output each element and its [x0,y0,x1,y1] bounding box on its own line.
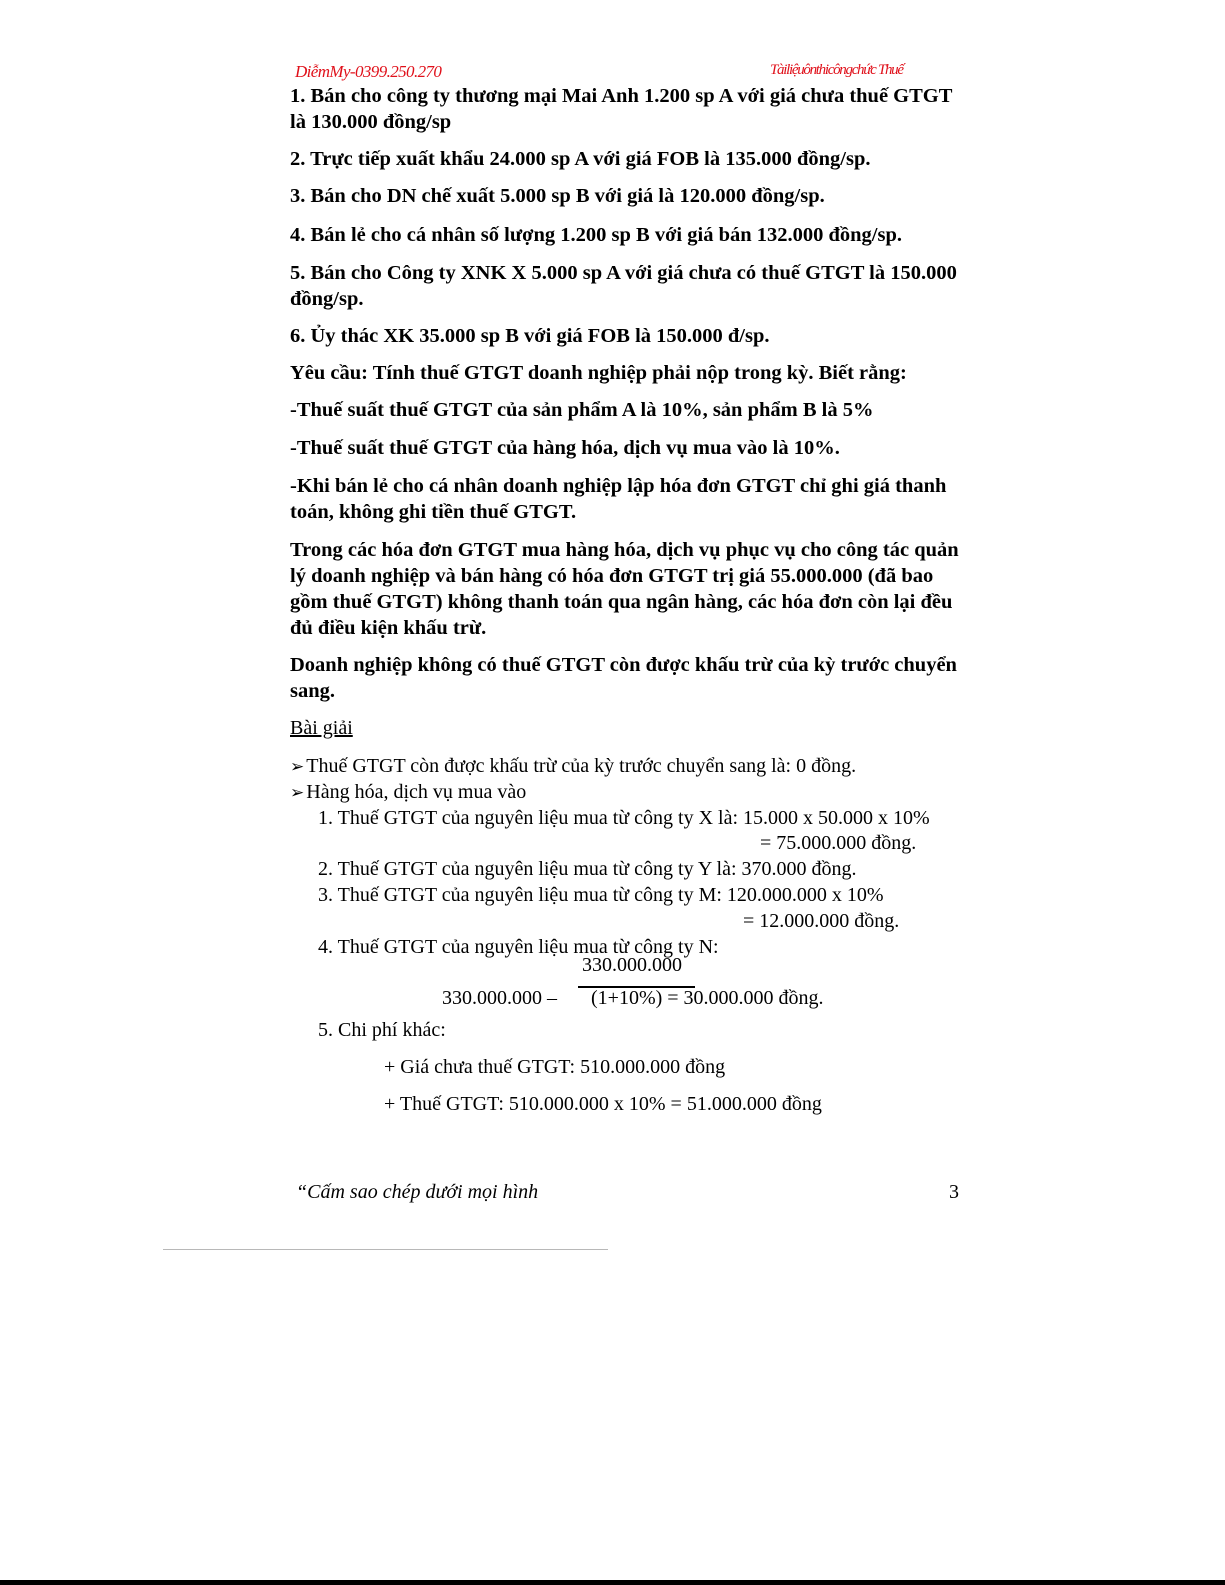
solution-bullet-1 [290,754,856,779]
solution-step-3: 3. Thuế GTGT của nguyên liệu mua từ công ty M: 120.000.000 x 10% [318,884,884,906]
solution-bullet-1-text: Thuế GTGT còn được khấu trừ của kỳ trước chuyển sang là: 0 đồng. [306,755,857,777]
arrow-bullet-icon: ➢ [290,757,305,776]
problem-item-3: 3. Bán cho DN chế xuất 5.000 sp B với giá là 120.000 đồng/sp. [290,185,825,207]
solution-bullet-2-text: Hàng hóa, dịch vụ mua vào [306,781,527,803]
solution-step-4: 4. Thuế GTGT của nguyên liệu mua từ công ty N: [318,936,719,958]
header-author: DiễmMy-0399.250.270 [295,62,442,81]
problem-item-2: 2. Trực tiếp xuất khẩu 24.000 sp A với giá FOB là 135.000 đồng/sp. [290,148,871,170]
bottom-border [0,1580,1225,1585]
problem-note-2: -Thuế suất thuế GTGT của hàng hóa, dịch vụ mua vào là 10%. [290,437,840,459]
solution-step-5: 5. Chi phí khác: [318,1019,446,1041]
problem-item-5: 5. Bán cho Công ty XNK X 5.000 sp A với giá chưa có thuế GTGT là 150.000 đồng/sp. [290,262,957,310]
fraction-numerator: 330.000.000 [582,954,682,976]
solution-step-3-result: = 12.000.000 đồng. [743,910,900,932]
problem-item-6: 6. Ủy thác XK 35.000 sp B với giá FOB là 150.000 đ/sp. [290,325,770,347]
fraction-expression-right: (1+10%) = 30.000.000 đồng. [591,987,824,1009]
page-number: 3 [949,1181,959,1203]
problem-note-4: Trong các hóa đơn GTGT mua hàng hóa, dịch vụ phục vụ cho công tác quản lý doanh nghiệp và bán hàng có hóa đơn GTGT trị giá 55.000.000 (đã bao gồm thuế GTGT) không thanh toán qua ngân hàng, các hóa đơn còn lại đều đủ điều kiện khấu trừ. [290,539,959,639]
footer-copyright: “Cấm sao chép dưới mọi hình [296,1181,539,1203]
problem-item-4: 4. Bán lẻ cho cá nhân số lượng 1.200 sp B với giá bán 132.000 đồng/sp. [290,224,902,246]
solution-step-1: 1. Thuế GTGT của nguyên liệu mua từ công ty X là: 15.000 x 50.000 x 10% [318,807,930,829]
problem-note-1: -Thuế suất thuế GTGT của sản phẩm A là 10%, sản phẩm B là 5% [290,399,874,421]
solution-bullet-2 [290,780,526,805]
problem-request: Yêu cầu: Tính thuế GTGT doanh nghiệp phải nộp trong kỳ. Biết rằng: [290,362,907,384]
solution-title: Bài giải [290,717,353,739]
solution-step-2: 2. Thuế GTGT của nguyên liệu mua từ công ty Y là: 370.000 đồng. [318,858,857,880]
solution-step-5-price: + Giá chưa thuế GTGT: 510.000.000 đồng [384,1056,726,1078]
problem-note-5: Doanh nghiệp không có thuế GTGT còn được khấu trừ của kỳ trước chuyển sang. [290,654,957,702]
fraction-expression-left: 330.000.000 – [442,987,557,1009]
header-title: Tàiliệuônthicôngchức Thuế [770,62,903,78]
problem-item-1: 1. Bán cho công ty thương mại Mai Anh 1.200 sp A với giá chưa thuế GTGT là 130.000 đồng/sp [290,85,953,133]
page-separator [163,1249,608,1250]
solution-step-1-result: = 75.000.000 đồng. [760,832,917,854]
arrow-bullet-icon: ➢ [290,783,305,802]
solution-step-5-tax: + Thuế GTGT: 510.000.000 x 10% = 51.000.000 đồng [384,1093,822,1115]
problem-note-3: -Khi bán lẻ cho cá nhân doanh nghiệp lập hóa đơn GTGT chỉ ghi giá thanh toán, không ghi tiền thuế GTGT. [290,475,947,523]
